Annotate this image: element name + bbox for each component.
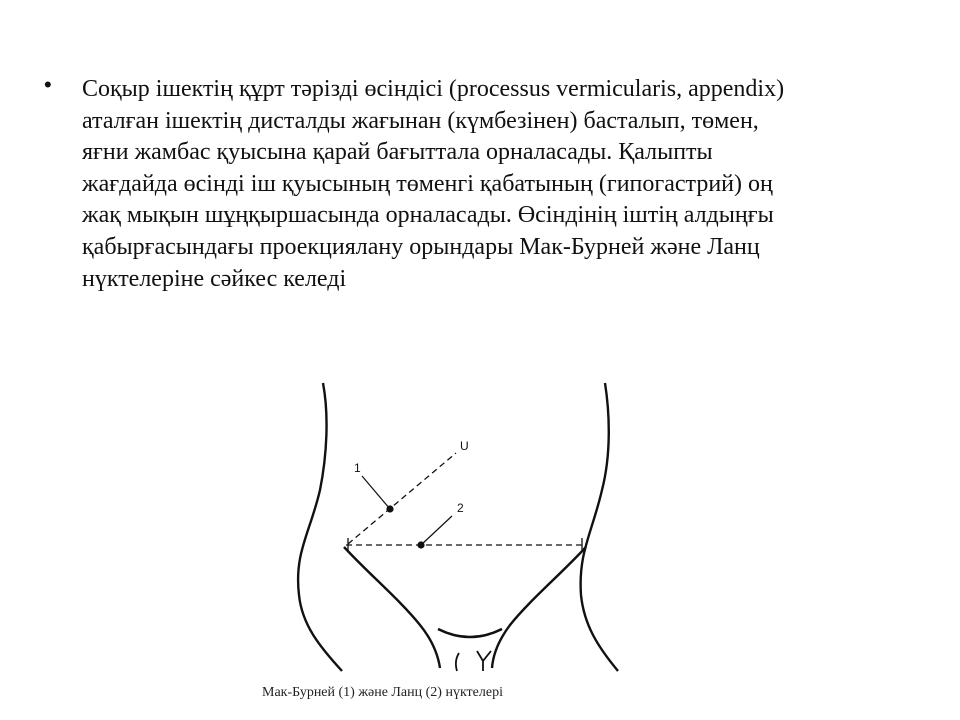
body-paragraph [82, 74, 882, 295]
paragraph-line: яғни жамбас қуысына қарай бағыттала орналасады. Қалыпты [82, 139, 713, 166]
paragraph-line: аталған ішектің дисталды жағынан (күмбезінен) басталып, төмен, [82, 107, 759, 134]
abdomen-diagram [280, 375, 640, 675]
paragraph-line: Соқыр ішектің құрт тәрізді өсіндісі (processus vermicularis, appendix) [82, 76, 785, 102]
paragraph-line: нүктелеріне сәйкес келеді [82, 265, 347, 292]
umbilicus-label: U [460, 439, 469, 453]
pubic-arc [438, 629, 502, 637]
spino-umbilical-line [348, 453, 456, 544]
bullet-marker: • [44, 72, 52, 97]
right-inguinal-line [492, 547, 586, 668]
genital-mark-right [477, 651, 491, 671]
paragraph-line: қабырғасындағы проекциялану орындары Мак-Бурней және Ланц [82, 233, 760, 260]
right-body-contour [581, 383, 618, 671]
mcburney-leader [362, 476, 390, 509]
left-inguinal-line [344, 547, 440, 668]
left-body-contour [298, 383, 342, 671]
paragraph-line: жағдайда өсінді іш қуысының төменгі қабатының (гипогастрий) оң [82, 170, 773, 197]
paragraph-line: жақ мықын шұңқыршасында орналасады. Өсіндінің іштің алдыңғы [82, 202, 774, 229]
genital-mark-left [456, 653, 459, 671]
point-2-label: 2 [457, 501, 464, 515]
anatomy-figure [280, 375, 640, 675]
figure-caption: Мак-Бурней (1) және Ланц (2) нүктелері [262, 685, 503, 700]
point-1-label: 1 [354, 461, 361, 475]
lanz-leader [421, 516, 452, 545]
